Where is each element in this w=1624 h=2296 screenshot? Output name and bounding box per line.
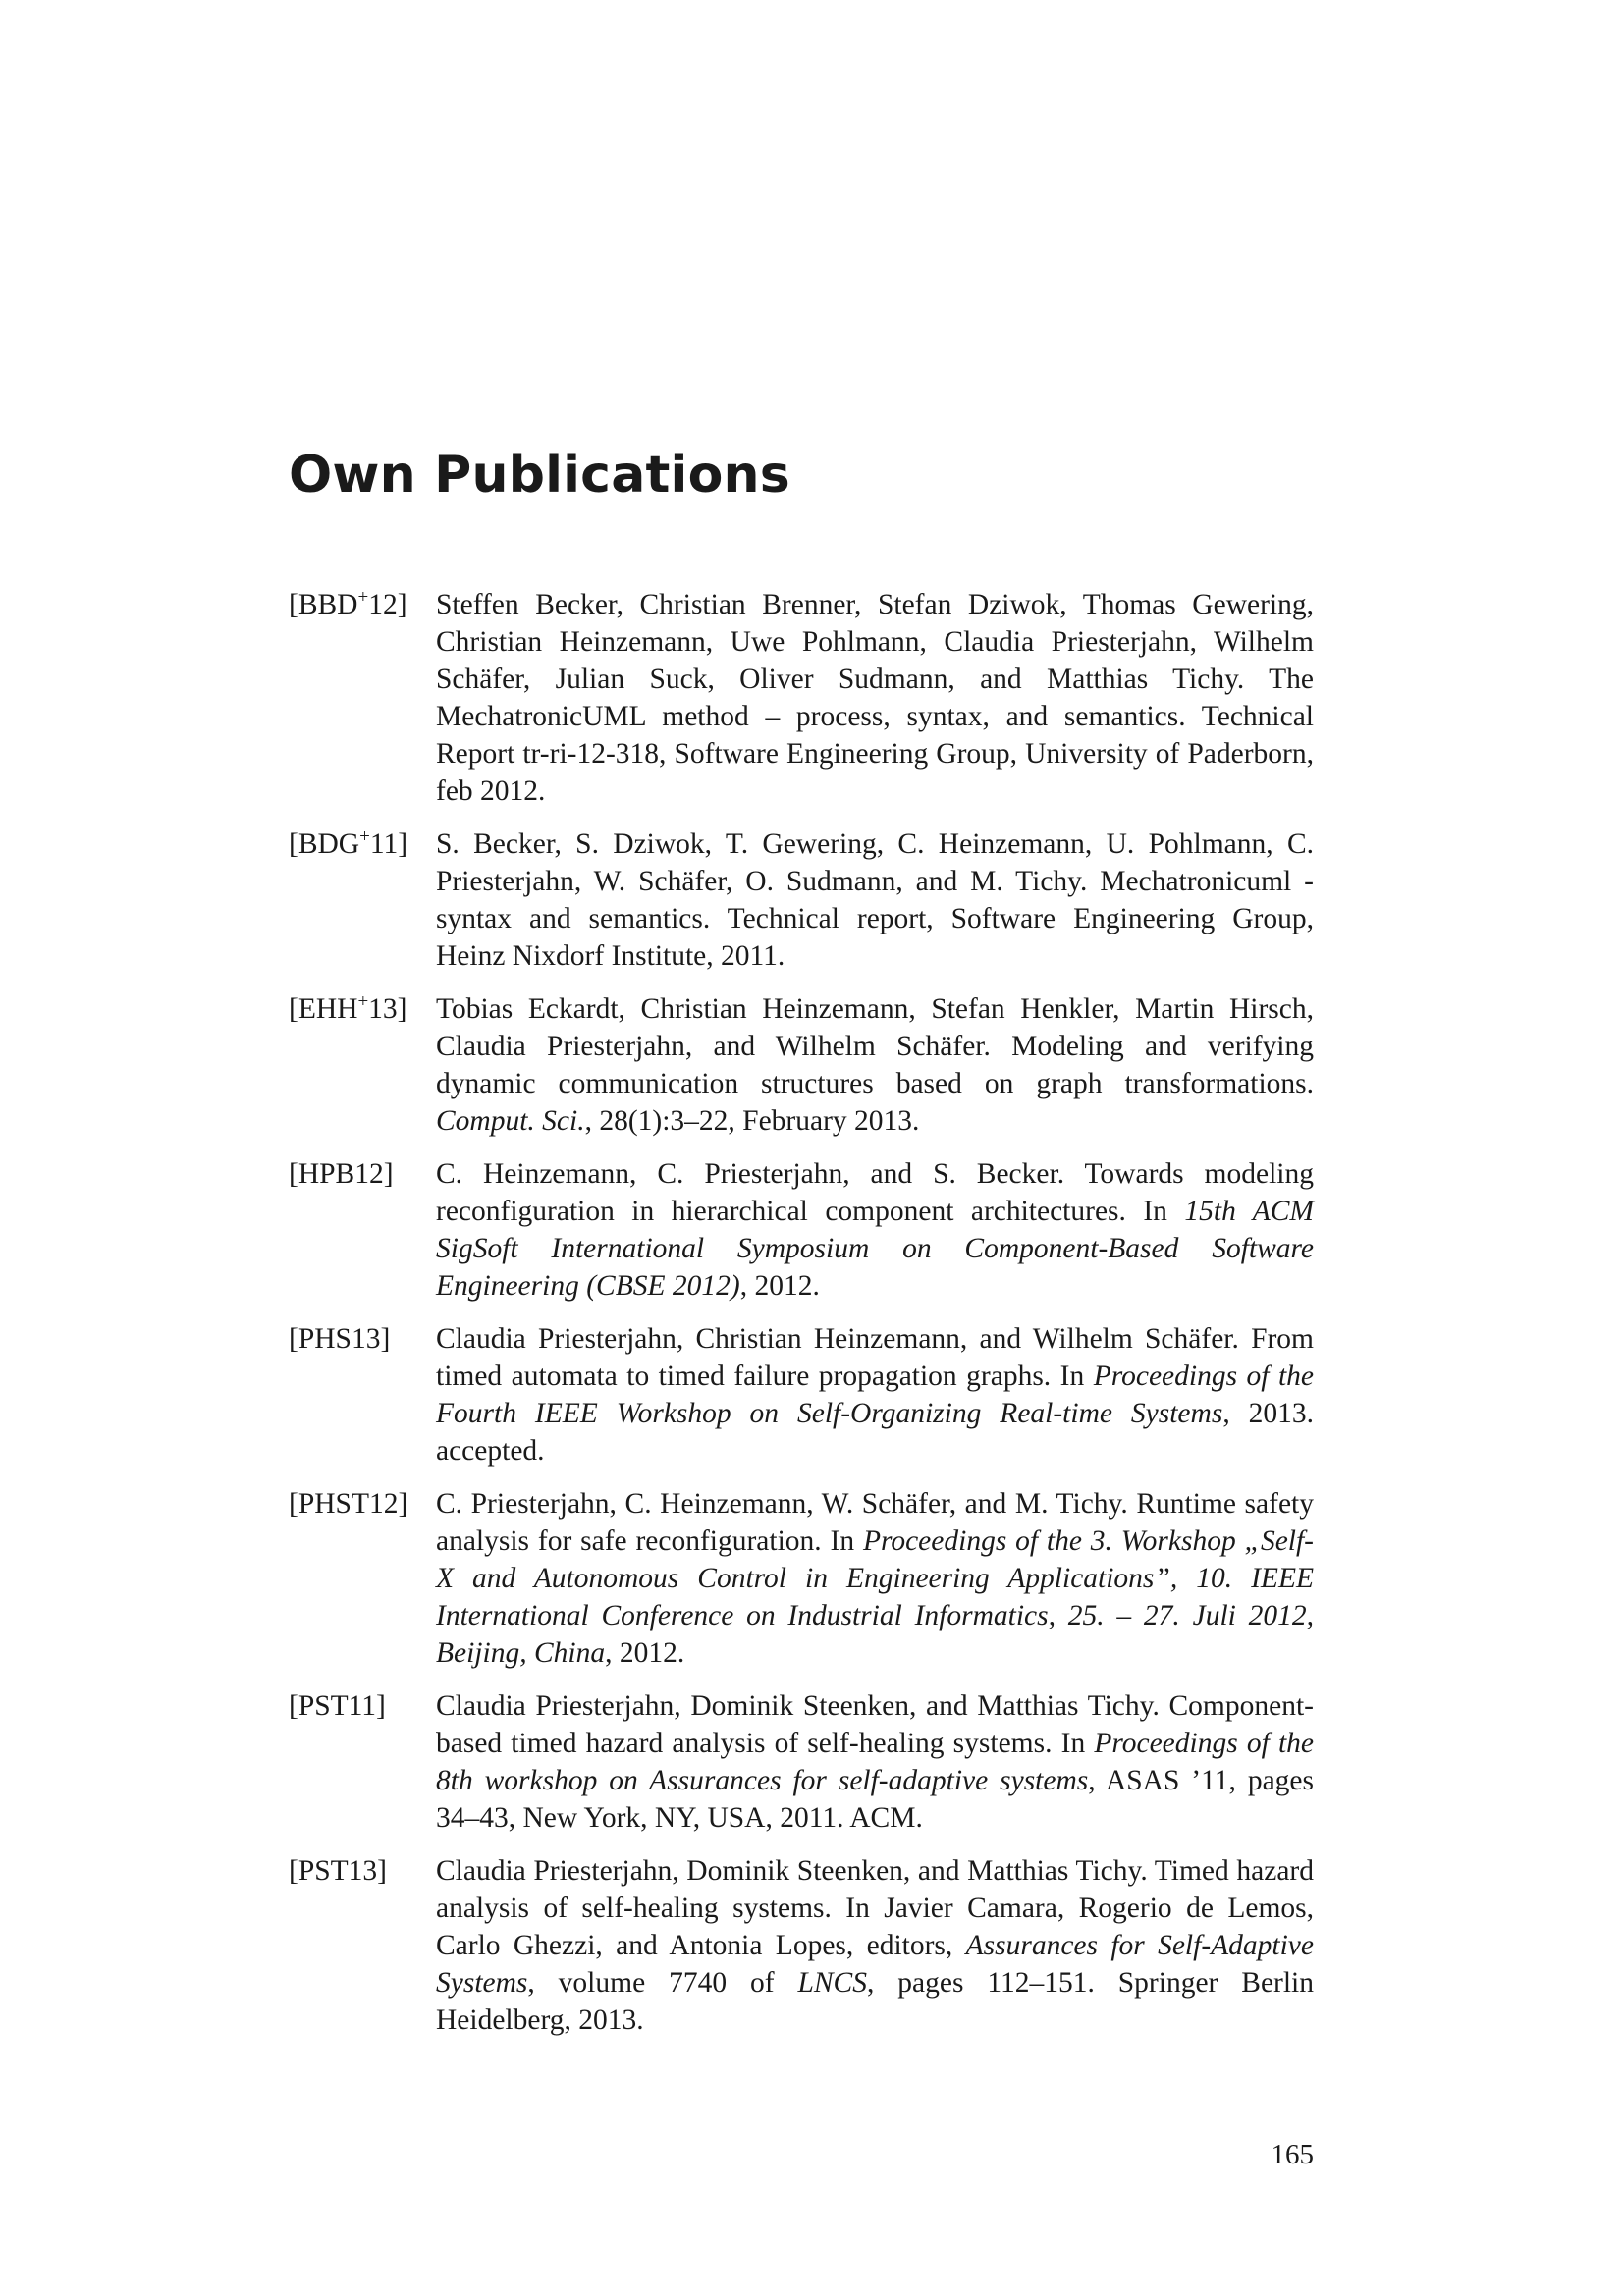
bib-plain-text: S. Becker, S. Dziwok, T. Gewering, C. Heinzemann, U. Pohlmann, C. Priesterjahn, W. Schäfer, O. Sudmann, and M. Tichy. Mechatronicuml - syntax and semantics. Technical report, Software Engineering Group, Heinz Nixdorf Institute, 2011. [436, 828, 1314, 972]
bib-label-key: [BDG [289, 828, 360, 860]
bib-text [436, 1320, 1314, 1469]
bib-plain-text: , ASAS ’11, pages 34–43, New York, NY, USA, 2011. ACM. [436, 1765, 1314, 1834]
bib-plain-text: , 28(1):3–22, February 2013. [584, 1105, 920, 1137]
bib-text [436, 990, 1314, 1140]
bib-label [289, 1320, 390, 1358]
bib-label-key: [PST11] [289, 1690, 386, 1722]
bib-label [289, 586, 407, 627]
bib-label [289, 1155, 394, 1193]
bib-italic-text: Proceedings of the Fourth IEEE Workshop on Self-Organizing Real-time Systems [436, 1361, 1314, 1429]
bib-plain-text: C. Priesterjahn, C. Heinzemann, W. Schäfer, and M. Tichy. Runtime safety analysis for safe reconfiguration. In [436, 1488, 1314, 1557]
bib-label-key: [EHH [289, 993, 358, 1025]
bib-label [289, 1852, 387, 1890]
bib-text [436, 826, 1314, 975]
page-title: Own Publications [289, 446, 790, 505]
bib-label [289, 1485, 407, 1522]
bib-label-key: [PST13] [289, 1855, 387, 1887]
bib-plain-text: Claudia Priesterjahn, Dominik Steenken, and Matthias Tichy. Timed hazard analysis of self-healing systems. In Javier Camara, Rogerio de Lemos, Carlo Ghezzi, and Antonia Lopes, editors, [436, 1855, 1314, 1961]
bib-text [436, 1155, 1314, 1305]
bib-plain-text: , 2013. accepted. [436, 1398, 1314, 1467]
bib-entry [289, 1485, 1314, 1672]
bib-label-year: 13] [368, 993, 407, 1025]
bib-plain-text: Tobias Eckardt, Christian Heinzemann, Stefan Henkler, Martin Hirsch, Claudia Priesterjahn, and Wilhelm Schäfer. Modeling and verifying dynamic communication structures based on graph transformations. [436, 993, 1314, 1099]
bib-entry [289, 1852, 1314, 2039]
bib-label-key: [BBD [289, 589, 358, 620]
bib-plain-text: , 2012. [739, 1270, 820, 1302]
bib-entry [289, 1320, 1314, 1469]
bib-plain-text: , 2012. [605, 1637, 685, 1669]
bib-text [436, 1852, 1314, 2039]
bib-entry [289, 826, 1314, 975]
bib-plain-text: , pages 112–151. Springer Berlin Heidelberg, 2013. [436, 1967, 1315, 2036]
bib-label-superscript: + [359, 827, 370, 847]
bib-label-year: 11] [369, 828, 408, 860]
page-number: 165 [1271, 2139, 1314, 2170]
bib-label-superscript: + [357, 991, 369, 1012]
bib-label-year: 12] [368, 589, 407, 620]
bib-label [289, 826, 407, 867]
bib-label [289, 1687, 386, 1725]
bib-label-key: [PHS13] [289, 1323, 391, 1355]
bib-italic-text: Proceedings of the 8th workshop on Assurances for self-adaptive systems [436, 1728, 1314, 1796]
bib-entry [289, 1155, 1314, 1305]
bib-entry [289, 990, 1314, 1140]
bib-italic-text: Proceedings of the 3. Workshop „Self-X and Autonomous Control in Engineering Applications”, 10. IEEE International Conference on Industrial Informatics, 25. – 27. Juli 2012, Beijing, China [436, 1525, 1315, 1669]
bib-plain-text: Claudia Priesterjahn, Dominik Steenken, and Matthias Tichy. Component-based timed hazard analysis of self-healing systems. In [436, 1690, 1314, 1759]
bib-plain-text: Claudia Priesterjahn, Christian Heinzemann, and Wilhelm Schäfer. From timed automata to timed failure propagation graphs. In [436, 1323, 1314, 1392]
bib-label-key: [HPB12] [289, 1158, 394, 1190]
bib-italic-text: LNCS [797, 1967, 867, 1999]
bibliography-list [289, 586, 1314, 2055]
bib-text [436, 586, 1314, 810]
bib-plain-text: Steffen Becker, Christian Brenner, Stefan Dziwok, Thomas Gewering, Christian Heinzemann, Uwe Pohlmann, Claudia Priesterjahn, Wilhelm Schäfer, Julian Suck, Oliver Sudmann, and Matthias Tichy. The MechatronicUML method – process, syntax, and semantics. Technical Report tr-ri-12-318, Software Engineering Group, University of Paderborn, feb 2012. [436, 589, 1314, 807]
bib-label [289, 990, 407, 1032]
bib-text [436, 1687, 1314, 1837]
bib-entry [289, 1687, 1314, 1837]
bib-italic-text: 15th ACM SigSoft International Symposium on Component-Based Software Engineering (CBSE 2012) [436, 1196, 1315, 1302]
bib-entry [289, 586, 1314, 810]
bib-italic-text: Comput. Sci. [436, 1105, 585, 1137]
bib-plain-text: , volume 7740 of [527, 1967, 798, 1999]
bib-label-key: [PHST12] [289, 1488, 408, 1520]
bib-italic-text: Assurances for Self-Adaptive Systems [436, 1930, 1314, 1999]
bib-plain-text: C. Heinzemann, C. Priesterjahn, and S. Becker. Towards modeling reconfiguration in hierarchical component architectures. In [436, 1158, 1314, 1227]
bib-label-superscript: + [357, 587, 369, 608]
bib-text [436, 1485, 1314, 1672]
